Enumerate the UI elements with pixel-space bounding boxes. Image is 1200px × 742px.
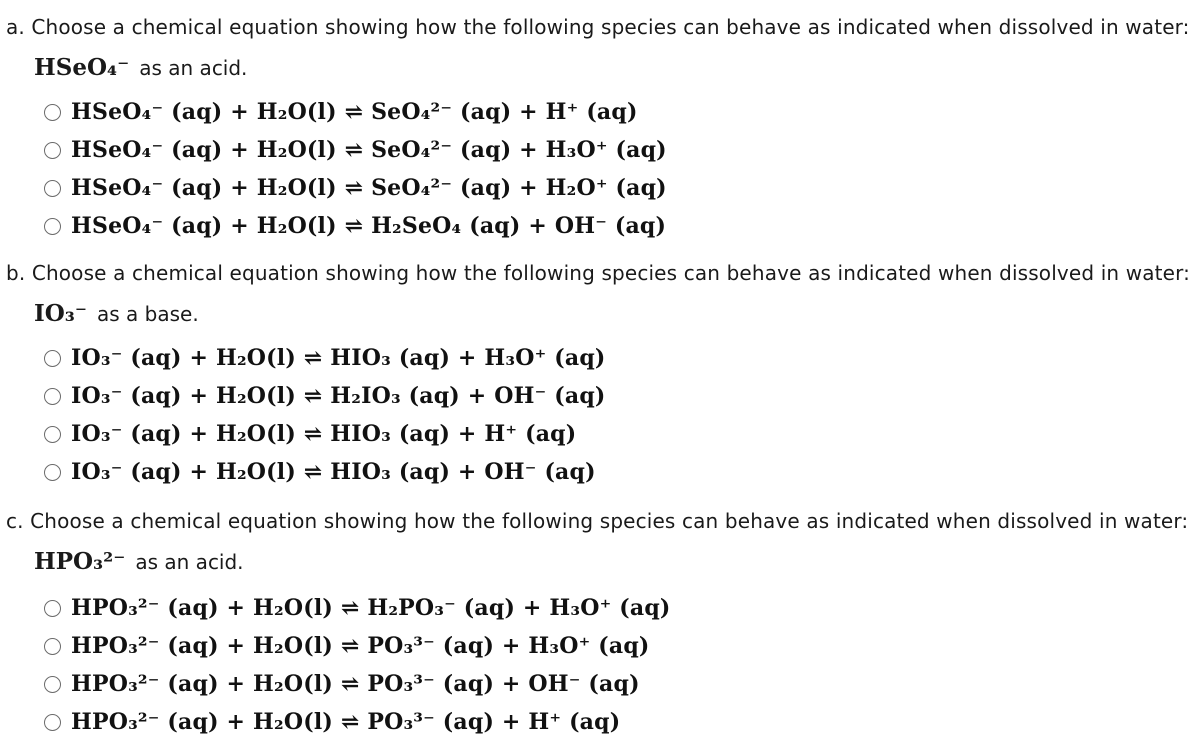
equation-text: HPO₃²⁻ (aq) + H₂O(l) ⇌ PO₃³⁻ (aq) + H⁺ (aq): [71, 709, 621, 735]
radio-button[interactable]: [44, 638, 61, 655]
answer-option[interactable]: [44, 209, 666, 243]
radio-button[interactable]: [44, 180, 61, 197]
species-role: as an acid.: [139, 56, 248, 80]
radio-button[interactable]: [44, 600, 61, 617]
equation-text: HPO₃²⁻ (aq) + H₂O(l) ⇌ PO₃³⁻ (aq) + OH⁻ (aq): [71, 671, 640, 697]
equation-text: HPO₃²⁻ (aq) + H₂O(l) ⇌ PO₃³⁻ (aq) + H₃O⁺ (aq): [71, 633, 650, 659]
equation-text: HSeO₄⁻ (aq) + H₂O(l) ⇌ SeO₄²⁻ (aq) + H⁺ (aq): [71, 99, 638, 125]
species-line: [34, 300, 199, 328]
equation-text: IO₃⁻ (aq) + H₂O(l) ⇌ HIO₃ (aq) + H⁺ (aq): [71, 421, 577, 447]
radio-button[interactable]: [44, 426, 61, 443]
equation-text: IO₃⁻ (aq) + H₂O(l) ⇌ HIO₃ (aq) + OH⁻ (aq): [71, 459, 596, 485]
equation-text: HSeO₄⁻ (aq) + H₂O(l) ⇌ SeO₄²⁻ (aq) + H₂O⁺ (aq): [71, 175, 667, 201]
radio-button[interactable]: [44, 714, 61, 731]
radio-button[interactable]: [44, 464, 61, 481]
question-prompt: a. Choose a chemical equation showing how the following species can behave as indicated when dissolved in water:: [6, 15, 1190, 39]
answer-option[interactable]: [44, 629, 650, 663]
species-role: as a base.: [97, 302, 199, 326]
answer-option[interactable]: [44, 591, 671, 625]
question-prompt: c. Choose a chemical equation showing how the following species can behave as indicated when dissolved in water:: [6, 509, 1189, 533]
radio-button[interactable]: [44, 350, 61, 367]
answer-option[interactable]: [44, 95, 638, 129]
answer-option[interactable]: [44, 341, 606, 375]
species-role: as an acid.: [135, 550, 244, 574]
species-line: [34, 548, 244, 576]
equation-text: HSeO₄⁻ (aq) + H₂O(l) ⇌ SeO₄²⁻ (aq) + H₃O⁺ (aq): [71, 137, 667, 163]
equation-text: IO₃⁻ (aq) + H₂O(l) ⇌ HIO₃ (aq) + H₃O⁺ (aq): [71, 345, 606, 371]
radio-button[interactable]: [44, 104, 61, 121]
species-formula: HPO₃²⁻: [34, 548, 126, 575]
radio-button[interactable]: [44, 218, 61, 235]
radio-button[interactable]: [44, 142, 61, 159]
answer-option[interactable]: [44, 417, 576, 451]
equation-text: HPO₃²⁻ (aq) + H₂O(l) ⇌ H₂PO₃⁻ (aq) + H₃O⁺ (aq): [71, 595, 671, 621]
species-formula: HSeO₄⁻: [34, 54, 130, 81]
answer-option[interactable]: [44, 455, 596, 489]
species-line: [34, 54, 247, 82]
species-formula: IO₃⁻: [34, 300, 88, 327]
answer-option[interactable]: [44, 667, 640, 701]
answer-option[interactable]: [44, 379, 606, 413]
answer-option[interactable]: [44, 133, 667, 167]
answer-option[interactable]: [44, 171, 667, 205]
radio-button[interactable]: [44, 676, 61, 693]
radio-button[interactable]: [44, 388, 61, 405]
equation-text: HSeO₄⁻ (aq) + H₂O(l) ⇌ H₂SeO₄ (aq) + OH⁻ (aq): [71, 213, 667, 239]
question-prompt: b. Choose a chemical equation showing how the following species can behave as indicated when dissolved in water:: [6, 261, 1190, 285]
answer-option[interactable]: [44, 705, 620, 739]
equation-text: IO₃⁻ (aq) + H₂O(l) ⇌ H₂IO₃ (aq) + OH⁻ (aq): [71, 383, 606, 409]
